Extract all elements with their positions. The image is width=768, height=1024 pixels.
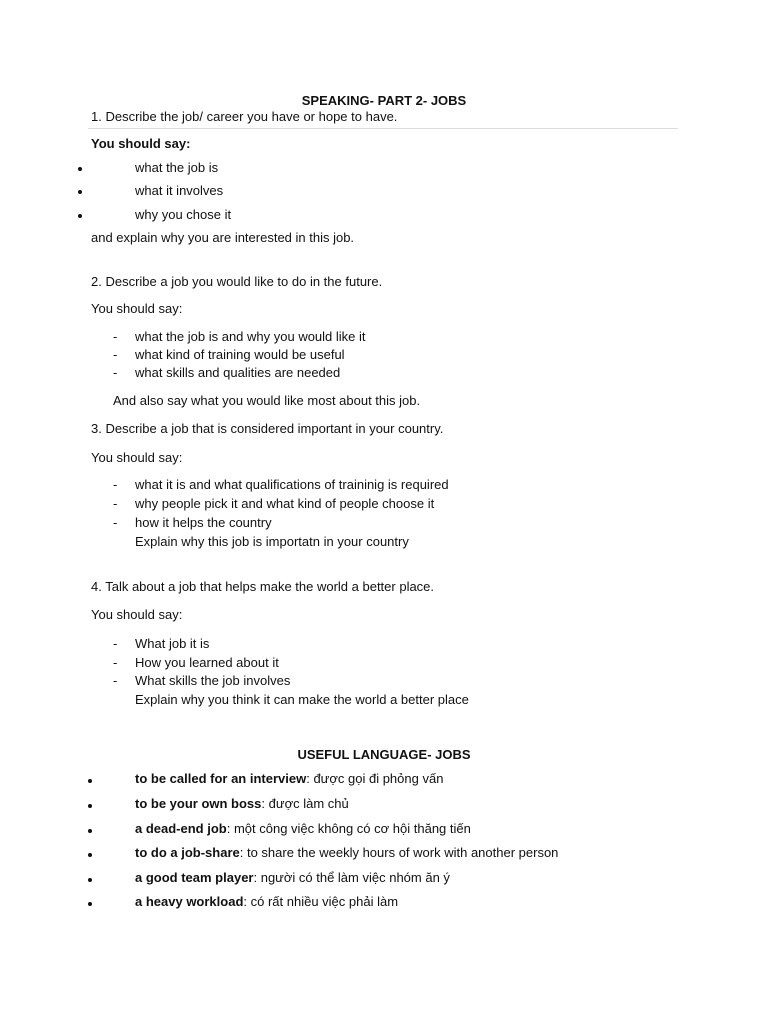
vocab-meaning: : có rất nhiều việc phải làm [243,894,399,909]
vocab-term: to be called for an interview [135,771,307,786]
q1-item: what the job is [135,160,219,175]
vocab-item [135,870,450,886]
q3-item: what it is and what qualifications of traininig is required [135,477,449,492]
bullet-icon [78,190,82,194]
bullet-icon [88,853,92,857]
q4-item: How you learned about it [135,655,279,670]
bullet-icon [78,214,82,218]
q4-item: What skills the job involves [135,673,291,688]
vocab-item [135,821,471,837]
q2-closing: And also say what you would like most about this job. [113,393,421,408]
vocab-meaning: : được làm chủ [261,796,349,811]
vocab-meaning: : được gọi đi phỏng vấn [306,771,444,786]
q3-should-say: You should say: [91,450,183,465]
page-title: SPEAKING- PART 2- JOBS [301,93,467,108]
q2-item: what the job is and why you would like it [135,329,366,344]
bullet-icon [88,779,92,783]
vocab-item [135,771,443,787]
q2-item: what kind of training would be useful [135,347,345,362]
vocab-item [135,894,398,910]
q3-closing: Explain why this job is importatn in your country [135,534,409,549]
bullet-icon [88,829,92,833]
dash-icon: - [113,347,118,362]
q1-prompt: 1. Describe the job/ career you have or hope to have. [91,109,398,124]
vocab-term: to do a job-share [135,845,240,860]
divider [88,128,678,129]
q3-prompt: 3. Describe a job that is considered important in your country. [91,421,444,436]
vocab-meaning: : to share the weekly hours of work with another person [239,845,559,860]
dash-icon: - [113,329,118,344]
dash-icon: - [113,655,118,670]
bullet-icon [78,167,82,171]
q3-item: why people pick it and what kind of people choose it [135,496,435,511]
dash-icon: - [113,477,118,492]
q4-closing: Explain why you think it can make the world a better place [135,692,469,707]
q2-prompt: 2. Describe a job you would like to do in the future. [91,274,383,289]
dash-icon: - [113,496,118,511]
q4-item: What job it is [135,636,210,651]
vocab-item [135,845,558,861]
bullet-icon [88,902,92,906]
vocab-term: a heavy workload [135,894,244,909]
bullet-icon [88,878,92,882]
vocab-meaning: : người có thể làm việc nhóm ăn ý [253,870,450,885]
vocab-meaning: : một công việc không có cơ hội thăng tiến [226,821,471,836]
vocab-term: to be your own boss [135,796,262,811]
q4-should-say: You should say: [91,607,183,622]
bullet-icon [88,804,92,808]
q2-item: what skills and qualities are needed [135,365,341,380]
dash-icon: - [113,515,118,530]
useful-title: USEFUL LANGUAGE- JOBS [297,747,471,762]
q1-item: why you chose it [135,207,232,222]
dash-icon: - [113,673,118,688]
dash-icon: - [113,365,118,380]
q1-should-say: You should say: [91,136,191,151]
q1-item: what it involves [135,183,224,198]
q3-item: how it helps the country [135,515,272,530]
vocab-item [135,796,349,812]
q1-closing: and explain why you are interested in this job. [91,230,355,245]
q4-prompt: 4. Talk about a job that helps make the world a better place. [91,579,435,594]
vocab-term: a good team player [135,870,254,885]
q2-should-say: You should say: [91,301,183,316]
dash-icon: - [113,636,118,651]
vocab-term: a dead-end job [135,821,227,836]
